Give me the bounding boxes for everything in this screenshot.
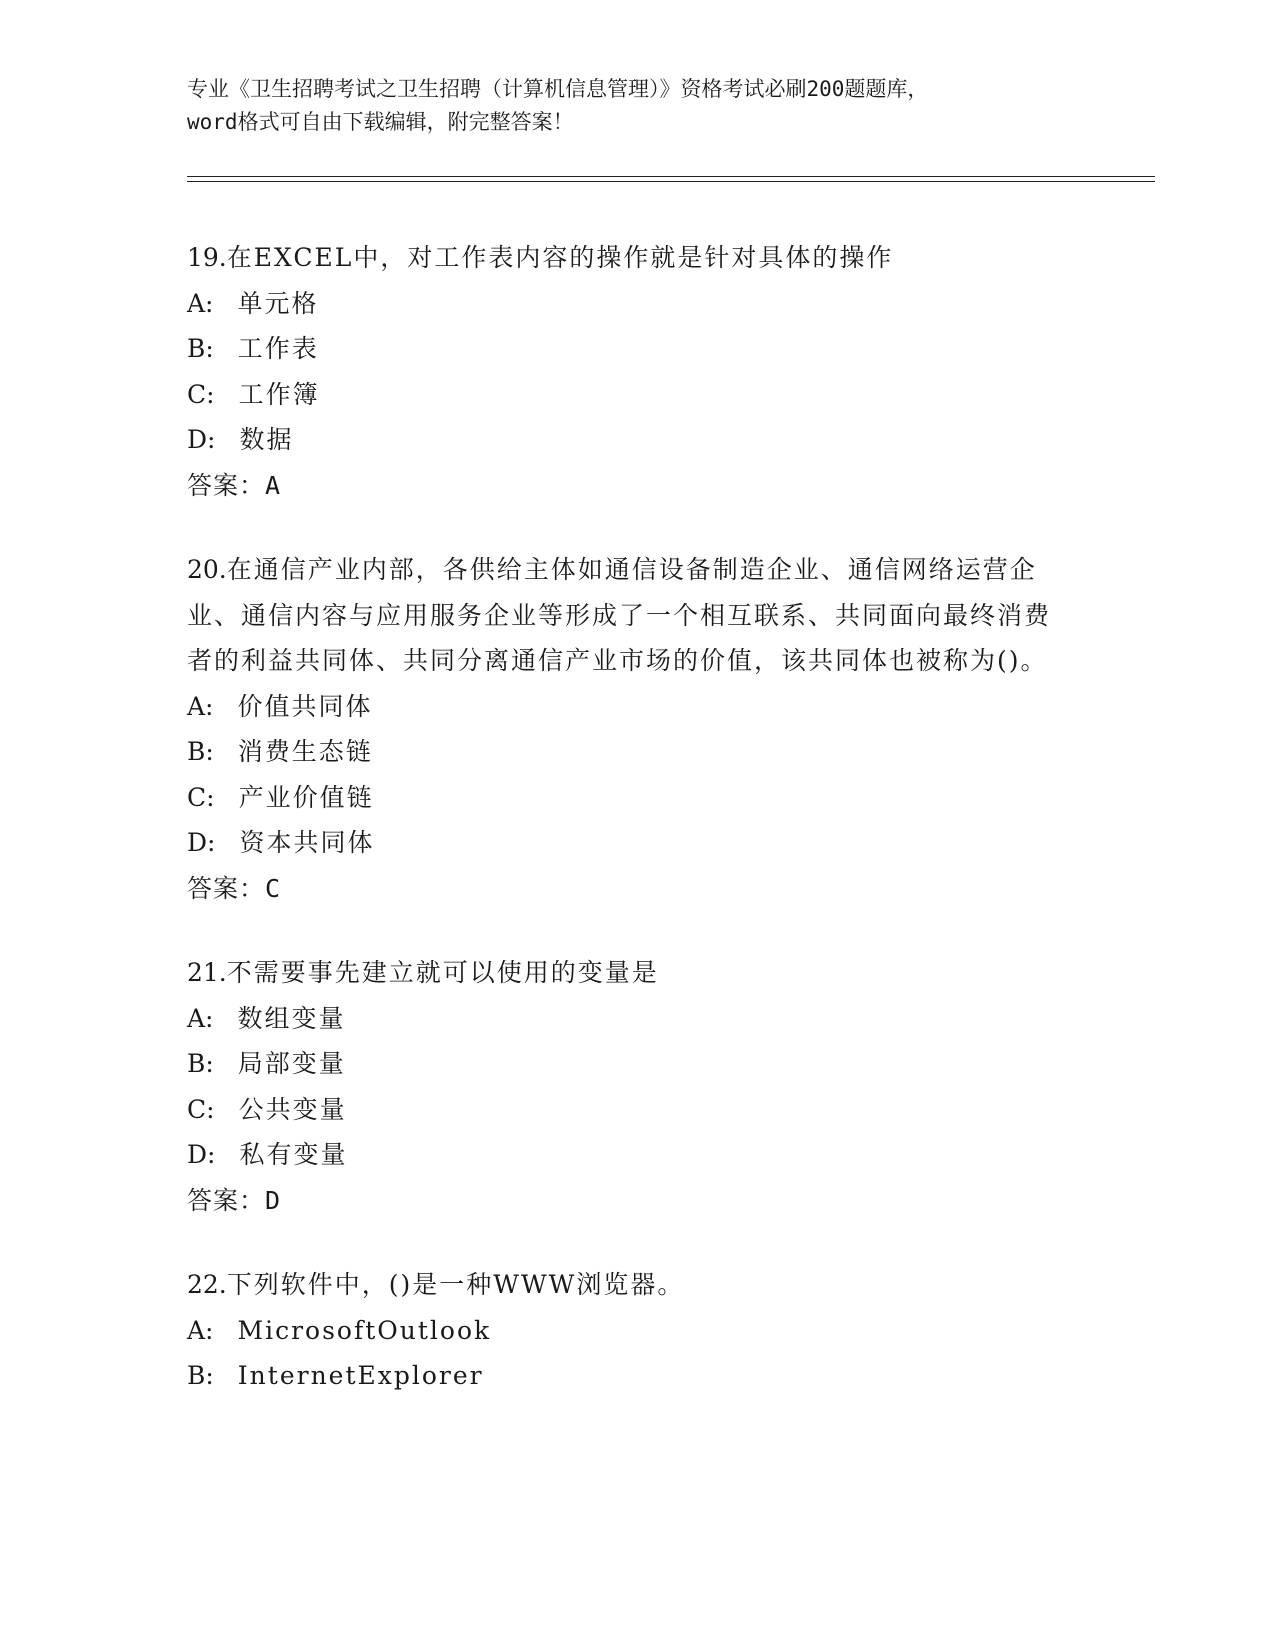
option-text: 工作簿 — [238, 379, 320, 409]
option-a — [187, 1308, 1087, 1354]
option-label: B: — [187, 1049, 214, 1078]
option-label: D: — [187, 425, 216, 454]
option-d — [187, 1132, 1087, 1178]
question-text — [187, 1262, 1072, 1308]
question-text — [187, 235, 1072, 281]
option-label: A: — [187, 691, 214, 721]
question-stem: 不需要事先建立就可以使用的变量是 — [226, 958, 659, 987]
option-a — [187, 684, 1087, 730]
question-number: 19. — [187, 243, 227, 272]
option-text: 单元格 — [237, 288, 319, 318]
question-stem: 下列软件中，()是一种WWW浏览器。 — [226, 1270, 685, 1299]
question-list — [187, 235, 1087, 1438]
option-b — [187, 1041, 1087, 1087]
answer-line: 答案：A — [187, 470, 282, 500]
option-d — [187, 417, 1087, 463]
header-divider-top — [187, 176, 1155, 177]
option-label: B: — [187, 737, 214, 766]
question-19 — [187, 235, 1087, 508]
question-text — [187, 547, 1072, 684]
option-text: InternetExplorer — [237, 1361, 484, 1390]
question-22 — [187, 1262, 1087, 1399]
option-label: C: — [187, 782, 215, 812]
option-label: A: — [187, 1315, 214, 1345]
option-c — [187, 372, 1087, 418]
option-b — [187, 729, 1087, 775]
header-line-2: word格式可自由下载编辑，附完整答案！ — [187, 110, 574, 134]
option-d — [187, 820, 1087, 866]
option-label: D: — [187, 1140, 216, 1169]
question-21 — [187, 950, 1087, 1223]
option-label: B: — [187, 334, 214, 363]
option-label: B: — [187, 1361, 214, 1390]
option-text: 工作表 — [237, 334, 319, 363]
option-label: A: — [187, 288, 214, 318]
option-a — [187, 996, 1087, 1042]
header-divider-bottom — [187, 181, 1155, 182]
option-label: A: — [187, 1003, 214, 1033]
question-number: 22. — [187, 1270, 227, 1299]
question-stem: 在EXCEL中，对工作表内容的操作就是针对具体的操作 — [226, 243, 894, 272]
header-line-1: 专业《卫生招聘考试之卫生招聘（计算机信息管理）》资格考试必刷200题题库， — [187, 77, 929, 101]
option-text: 公共变量 — [238, 1094, 347, 1124]
option-text: MicrosoftOutlook — [237, 1315, 492, 1345]
option-text: 私有变量 — [239, 1140, 348, 1169]
option-b — [187, 1353, 1087, 1399]
option-c — [187, 1087, 1087, 1133]
option-label: C: — [187, 1094, 215, 1124]
option-text: 价值共同体 — [237, 691, 373, 721]
answer-line: 答案：D — [187, 1185, 282, 1215]
option-label: D: — [187, 828, 216, 857]
option-text: 消费生态链 — [237, 737, 373, 766]
question-20 — [187, 547, 1087, 911]
option-b — [187, 326, 1087, 372]
option-c — [187, 775, 1087, 821]
option-label: C: — [187, 379, 215, 409]
option-text: 数据 — [239, 425, 294, 454]
question-number: 20. — [187, 555, 227, 584]
question-stem: 在通信产业内部，各供给主体如通信设备制造企业、通信网络运营企业、通信内容与应用服务企业等形成了一个相互联系、共同面向最终消费者的利益共同体、共同分离通信产业市场的价值，该共同体也被称为()。 — [187, 555, 1052, 675]
option-text: 资本共同体 — [239, 828, 375, 857]
option-a — [187, 281, 1087, 327]
question-text — [187, 950, 1072, 996]
option-text: 局部变量 — [237, 1049, 346, 1078]
option-text: 数组变量 — [237, 1003, 346, 1033]
answer-line: 答案：C — [187, 873, 282, 903]
question-number: 21. — [187, 958, 227, 987]
document-header — [187, 73, 1087, 139]
option-text: 产业价值链 — [238, 782, 374, 812]
